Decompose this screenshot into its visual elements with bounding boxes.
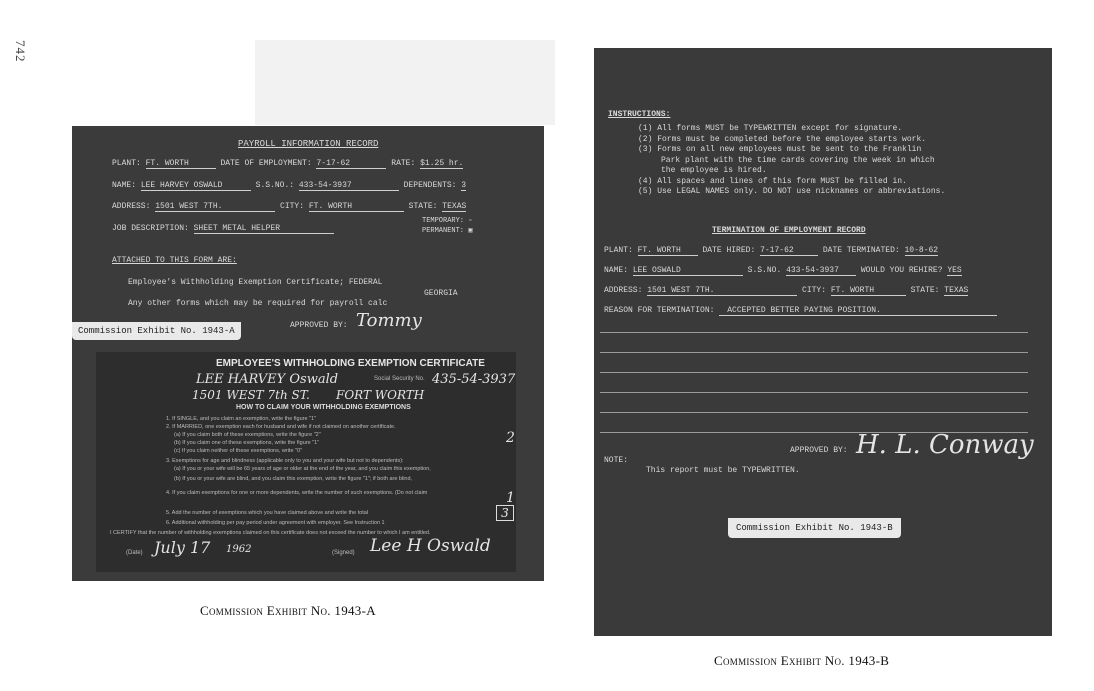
approved-signature-a: Tommy	[356, 310, 422, 331]
termination-title: TERMINATION OF EMPLOYMENT RECORD	[712, 226, 866, 235]
w4-figure-1: 1	[506, 490, 515, 506]
instruction-item: (2) Forms must be completed before the employee starts work.	[638, 134, 927, 144]
w4-title: EMPLOYEE'S WITHHOLDING EXEMPTION CERTIFICATE	[216, 358, 485, 369]
payroll-row-2: NAME: LEE HARVEY OSWALD S.S.NO.: 433-54-3937 DEPENDENTS: 3	[112, 181, 467, 190]
w4-line: (b) If you or your wife are blind, and you claim this exemption, write the figure "1"; if both are blind,	[174, 476, 413, 482]
w4-line: 3. Exemptions for age and blindness (applicable only to you and your wife but not to dependents):	[166, 458, 404, 464]
instructions-list	[638, 124, 945, 198]
w4-date-label: (Date)	[126, 550, 143, 556]
w4-signature: Lee H Oswald	[370, 536, 491, 556]
exhibit-a-tag: Commission Exhibit No. 1943-A	[72, 322, 241, 340]
blank-line	[600, 332, 1028, 333]
payroll-row-3: ADDRESS: 1501 WEST 7TH. CITY: FT. WORTH STATE: TEXAS	[112, 202, 467, 211]
w4-line: 1. If SINGLE, and you claim an exemption, write the figure "1"	[166, 416, 317, 422]
w4-city: FORT WORTH	[336, 388, 425, 402]
w4-name: LEE HARVEY Oswald	[196, 372, 339, 387]
termination-row-2: NAME: LEE OSWALD S.S.NO. 433-54-3937 WOULD YOU REHIRE? YES	[604, 266, 962, 275]
approved-by-label: APPROVED BY:	[290, 321, 348, 330]
attached-label: ATTACHED TO THIS FORM ARE:	[112, 256, 237, 265]
w4-line: 5. Add the number of exemptions which you have claimed above and write the total	[166, 510, 369, 516]
instruction-item: (4) All spaces and lines of this form MUST be filled in.	[638, 176, 907, 186]
payroll-row-1: PLANT: FT. WORTH DATE OF EMPLOYMENT: 7-17-62 RATE: $1.25 hr.	[112, 159, 464, 168]
termination-reason: REASON FOR TERMINATION: ACCEPTED BETTER PAYING POSITION.	[604, 306, 997, 316]
exhibit-b-caption: Commission Exhibit No. 1943-B	[714, 653, 890, 668]
instruction-item: Park plant with the time cards covering the week in which	[661, 155, 935, 165]
approved-signature-b: H. L. Conway	[856, 430, 1034, 460]
temporary-permanent: TEMPORARY: ▫ PERMANENT: ▣	[422, 217, 473, 235]
instructions-label: INSTRUCTIONS:	[608, 110, 671, 119]
w4-line: (b) If you claim one of these exemptions, write the figure "1"	[174, 440, 320, 446]
blank-line	[600, 392, 1028, 393]
w4-certify: I CERTIFY that the number of withholding exemptions claimed on this certificate does not exceed the number to which I am entitled.	[110, 530, 431, 536]
w4-figure-total: 3	[496, 505, 514, 521]
background-tint	[255, 40, 555, 125]
w4-date: July 17	[154, 538, 211, 557]
w4-figure-2: 2	[506, 430, 515, 446]
w4-line: 2. If MARRIED, one exemption each for husband and wife if not claimed on another certificate.	[166, 424, 396, 430]
w4-ssn-label: Social Security No.	[374, 376, 425, 382]
blank-line	[600, 412, 1028, 413]
blank-line	[600, 372, 1028, 373]
attached-line-1b: GEORGIA	[424, 289, 458, 298]
instruction-item: (3) Forms on all new employees must be sent to the Franklin	[638, 145, 922, 154]
w4-year: 1962	[226, 544, 252, 555]
w4-ssn: 435-54-3937	[432, 372, 516, 387]
termination-row-3: ADDRESS: 1501 WEST 7TH. CITY: FT. WORTH STATE: TEXAS	[604, 286, 969, 295]
exhibit-b-tag: Commission Exhibit No. 1943-B	[728, 518, 901, 538]
approved-by-label-b: APPROVED BY:	[790, 446, 848, 455]
exhibit-a-photo	[72, 126, 544, 581]
exhibit-a-caption: Commission Exhibit No. 1943-A	[200, 603, 376, 618]
blank-line	[600, 352, 1028, 353]
w4-address: 1501 WEST 7th ST.	[192, 388, 310, 402]
instruction-item: (1) All forms MUST be TYPEWRITTEN except for signature.	[638, 124, 903, 133]
exhibit-b-photo	[594, 48, 1052, 636]
payroll-row-4: JOB DESCRIPTION: SHEET METAL HELPER	[112, 224, 334, 234]
w4-line: 4. If you claim exemptions for one or more dependents, write the number of such exemptions. (Do not claim	[166, 490, 428, 496]
page-number: 742	[13, 40, 28, 63]
attached-line-2: Any other forms which may be required for payroll calc	[128, 299, 388, 308]
w4-line: (a) If you or your wife will be 65 years of age or older at the end of the year, and you claim this exemption,	[174, 466, 431, 472]
w4-line: 6. Additional withholding per pay period under agreement with employer. See Instruction 1	[166, 520, 385, 526]
attached-line-1: Employee's Withholding Exemption Certificate; FEDERAL	[128, 278, 383, 287]
note-text: This report must be TYPEWRITTEN.	[646, 466, 800, 475]
instruction-item: (5) Use LEGAL NAMES only. DO NOT use nicknames or abbreviations.	[638, 187, 946, 196]
note-label: NOTE:	[604, 456, 629, 465]
w4-signed-label: (Signed)	[332, 550, 355, 556]
termination-row-1: PLANT: FT. WORTH DATE HIRED: 7-17-62 DATE TERMINATED: 10-8-62	[604, 246, 939, 255]
w4-certificate	[96, 352, 516, 572]
instruction-item: the employee is hired.	[661, 166, 767, 175]
w4-line: (a) If you claim both of these exemptions, write the figure "2"	[174, 432, 321, 438]
w4-line: (c) If you claim neither of these exemptions, write "0"	[174, 448, 303, 454]
payroll-record-title: PAYROLL INFORMATION RECORD	[238, 139, 379, 149]
w4-howto: HOW TO CLAIM YOUR WITHHOLDING EXEMPTIONS	[236, 404, 411, 411]
